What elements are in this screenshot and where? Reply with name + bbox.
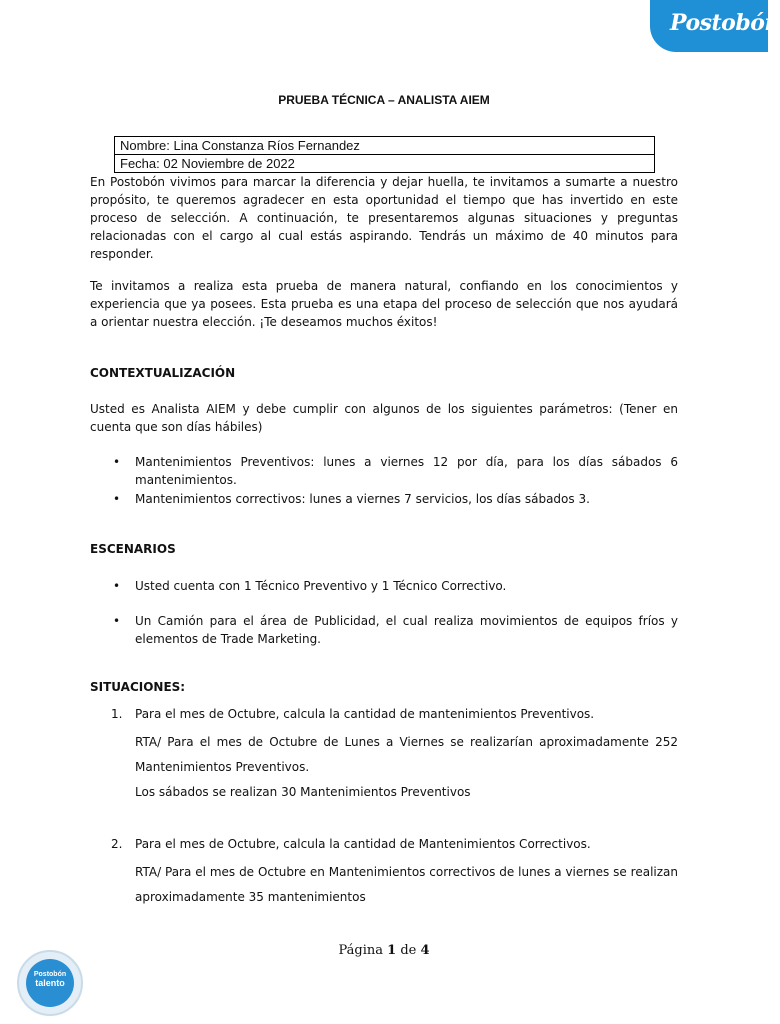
scenario-bullet-camion [113, 612, 678, 648]
intro-paragraph-2: Te invitamos a realiza esta prueba de manera natural, confiando en los conocimientos y experiencia que ya posees. Esta prueba es una etapa del proceso de selección que nos ayudará a orientar nuestra elección. ¡Te deseamos muchos éxitos! [90, 279, 678, 329]
scenarios-heading: ESCENARIOS [90, 542, 176, 556]
bullet-text: Usted cuenta con 1 Técnico Preventivo y 1 Técnico Correctivo. [135, 579, 507, 593]
bullet-text: Mantenimientos correctivos: lunes a viernes 7 servicios, los días sábados 3. [135, 492, 590, 506]
situation-question: Para el mes de Octubre, calcula la cantidad de mantenimientos Preventivos. [135, 707, 595, 721]
bullet-icon: • [113, 455, 121, 469]
context-bullet-preventivos [113, 453, 678, 489]
bullet-text: Mantenimientos Preventivos: lunes a viernes 12 por día, para los días sábados 6 mantenimientos. [135, 455, 678, 487]
talento-badge-logo [17, 950, 83, 1016]
context-bullet-correctivos [113, 490, 678, 508]
situation-answer: RTA/ Para el mes de Octubre de Lunes a Viernes se realizarían aproximadamente 252 Mantenimientos Preventivos. [135, 735, 678, 774]
info-date: Fecha: 02 Noviembre de 2022 [115, 155, 655, 173]
badge-line1: Postobón [33, 971, 67, 978]
bullet-icon: • [113, 492, 121, 506]
situation-question: Para el mes de Octubre, calcula la cantidad de Mantenimientos Correctivos. [135, 837, 591, 851]
page-current: 1 [387, 943, 397, 958]
page-number-footer [0, 943, 768, 958]
situation-extra: Los sábados se realizan 30 Mantenimientos Preventivos [135, 785, 471, 799]
context-heading: CONTEXTUALIZACIÓN [90, 366, 236, 380]
situation-item-1 [111, 705, 678, 805]
info-name: Nombre: Lina Constanza Ríos Fernandez [115, 137, 655, 155]
info-row-date [115, 155, 655, 173]
situation-item-2 [111, 835, 678, 910]
situations-heading: SITUACIONES: [90, 680, 186, 694]
context-text: Usted es Analista AIEM y debe cumplir con algunos de los siguientes parámetros: (Tener en cuenta que son días hábiles) [90, 402, 678, 434]
bullet-icon: • [113, 579, 121, 593]
logo-text: Postobón [670, 10, 780, 36]
info-row-name [115, 137, 655, 155]
badge-line2: talento [35, 978, 65, 988]
situation-number: 2. [111, 837, 123, 851]
situation-answer: RTA/ Para el mes de Octubre en Mantenimientos correctivos de lunes a viernes se realizan aproximadamente 35 mantenimientos [135, 865, 678, 904]
intro-paragraph-1: En Postobón vivimos para marcar la diferencia y dejar huella, te invitamos a sumarte a nuestro propósito, te queremos agradecer en esta oportunidad el tiempo que has invertido en este proceso de selección. A continuación, te presentaremos algunas situaciones y preguntas relacionadas con el cargo al cual estás aspirando. Tendrás un máximo de 40 minutos para responder. [90, 175, 678, 261]
bullet-icon: • [113, 614, 121, 628]
bullet-text: Un Camión para el área de Publicidad, el cual realiza movimientos de equipos fríos y elementos de Trade Marketing. [135, 614, 678, 646]
talento-badge-inner [26, 959, 74, 1007]
page-total: 4 [420, 943, 430, 958]
scenario-bullet-tecnicos [113, 577, 678, 595]
page-prefix: Página [338, 943, 383, 958]
page-sep: de [400, 943, 417, 958]
info-table [114, 136, 655, 173]
situation-number: 1. [111, 707, 123, 721]
postobon-logo [650, 0, 780, 52]
document-title: PRUEBA TÉCNICA – ANALISTA AIEM [278, 93, 490, 107]
